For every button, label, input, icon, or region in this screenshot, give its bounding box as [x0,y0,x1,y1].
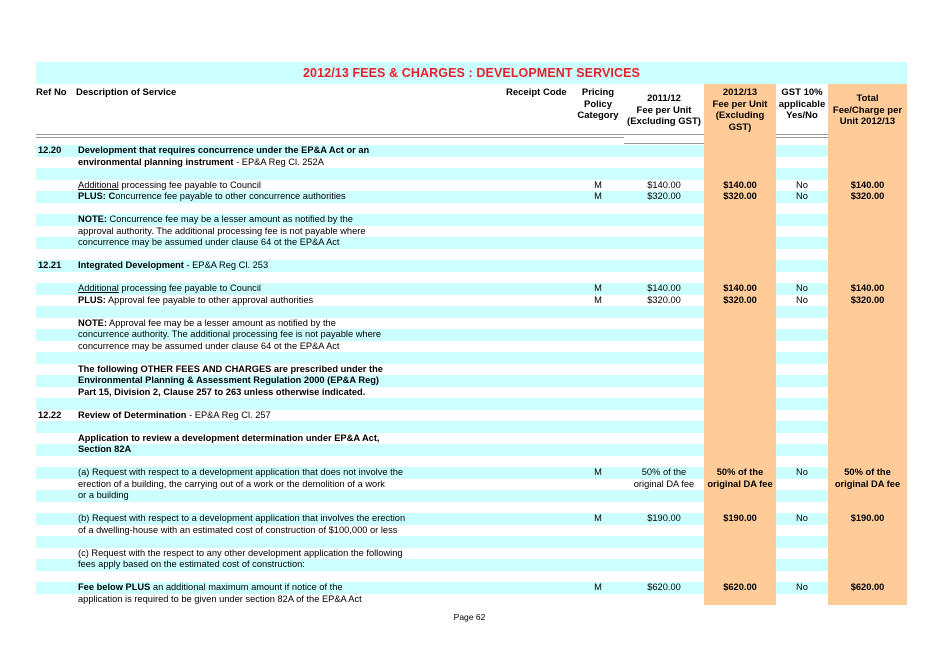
table-row [0,283,939,295]
table-row [0,295,939,307]
cell-desc [78,145,506,157]
header-receipt-code: Receipt Code [506,84,572,138]
table-row [0,168,939,180]
table-row [0,571,939,583]
cell-desc [78,214,506,226]
cell-desc [78,260,506,272]
description-text: (a) Request with respect to a development application that does not involve the [78,467,404,477]
cell-fee11: original DA fee [633,478,695,489]
cell-desc [78,594,506,606]
description-text: - EP&A Reg Cl. 257 [186,409,271,420]
description-text: environmental planning instrument [78,156,234,167]
cell-total: $620.00 [850,582,885,592]
header-total: Total Fee/Charge per Unit 2012/13 [828,84,907,144]
description-text: or a building [78,490,129,500]
cell-desc [78,582,506,594]
header-fee-2011: 2011/12 Fee per Unit (Excluding GST) [624,84,704,144]
description-text: of a dwelling-house with an estimated cost of construction of $100,000 or less [78,524,398,535]
cell-ref: 12.22 [38,409,62,420]
header-ref-no: Ref No [36,84,76,138]
cell-desc [78,237,506,249]
cell-desc [78,364,506,376]
page-title: 2012/13 FEES & CHARGES : DEVELOPMENT SERVICES [36,62,907,84]
cell-desc [78,433,506,445]
table-row [0,191,939,203]
table-row [0,272,939,284]
cell-fee12: 50% of the [716,467,764,477]
cell-ppc: M [594,467,602,477]
table-row [0,364,939,376]
cell-desc [78,226,506,238]
description-text: an additional maximum amount if notice of the [150,582,343,592]
description-text: concurrence authority. The additional processing fee is not payable where [78,329,382,339]
cell-gst: No [796,513,808,523]
cell-desc [78,444,506,456]
description-text: Part 15, Division 2, Clause 257 to 263 unless otherwise indicated. [78,386,366,397]
description-text: (b) Request with respect to a development application that involves the erection [78,513,406,523]
cell-total: 50% of the [844,467,891,477]
description-text: - EP&A Reg Cl. 252A [233,156,324,167]
header-fee-2012: 2012/13 Fee per Unit (Excluding GST) [704,84,776,138]
cell-desc [78,329,506,341]
cell-desc [78,283,506,295]
table-row [0,421,939,433]
table-row [0,536,939,548]
cell-desc [78,525,506,537]
description-text: application is required to be given under section 82A of the EP&A Act [78,593,362,604]
table-row [0,329,939,341]
cell-ref: 12.21 [38,260,62,270]
cell-ppc: M [594,294,602,305]
cell-ppc: M [594,513,602,523]
cell-ppc: M [594,191,602,201]
description-text: Development that requires concurrence under the EP&A Act or an [78,145,370,155]
table-row [0,559,939,571]
table-row [0,479,939,491]
description-text: Additional [78,283,119,293]
table-row [0,260,939,272]
cell-desc [78,479,506,491]
cell-fee12: $190.00 [723,513,757,523]
cell-fee11: $320.00 [647,191,681,201]
description-text: (c) Request with the respect to any other development application the following [78,547,403,558]
cell-fee11: $140.00 [647,283,681,293]
table-row [0,467,939,479]
cell-gst: No [796,283,808,293]
table-row [0,226,939,238]
description-text: - EP&A Reg Cl. 253 [183,260,269,270]
table-row [0,444,939,456]
cell-ref: 12.20 [38,145,62,155]
cell-desc [78,513,506,525]
cell-total: $320.00 [850,294,885,305]
table-row [0,318,939,330]
table-row [0,306,939,318]
table-row [0,433,939,445]
description-text: Approval fee payable to other approval authorities [105,294,314,305]
table-row [0,214,939,226]
table-row [0,502,939,514]
cell-desc [78,157,506,169]
description-text: Integrated Development [78,260,184,270]
cell-desc [78,341,506,353]
cell-desc [78,410,506,422]
description-text: approval authority. The additional processing fee is not payable where [78,225,366,236]
description-text: Environmental Planning & Assessment Regulation 2000 (EP&A Reg) [78,375,380,385]
description-text: Additional [78,179,119,190]
cell-desc [78,467,506,479]
description-text: erection of a building, the carrying out of a work or the demolition of a work [78,478,385,489]
description-text: fees apply based on the estimated cost of construction: [78,559,305,569]
cell-gst: No [796,294,808,305]
description-text: Section 82A [78,444,132,454]
table-row [0,513,939,525]
cell-desc [78,559,506,571]
cell-gst: No [796,179,808,190]
cell-desc [78,180,506,192]
cell-desc [78,548,506,560]
header-pricing-policy: Pricing Policy Category [572,84,624,138]
cell-fee12: $140.00 [723,283,757,293]
description-text: PLUS: C [78,191,116,201]
header-gst: GST 10% applicable Yes/No [776,84,828,138]
cell-ppc: M [594,283,602,293]
cell-fee11: 50% of the [641,467,687,477]
cell-fee12: $320.00 [723,294,757,305]
table-row [0,456,939,468]
cell-total: $140.00 [850,179,885,190]
description-text: The following OTHER FEES AND CHARGES are prescribed under the [78,363,383,374]
table-row [0,594,939,606]
cell-desc [78,295,506,307]
cell-fee11: $140.00 [647,179,681,190]
table-row [0,525,939,537]
table-row [0,145,939,157]
table-row [0,341,939,353]
description-text: oncurrence fee payable to other concurrence authorities [115,191,346,201]
cell-desc [78,387,506,399]
cell-total: $140.00 [850,283,885,293]
description-text: NOTE: [78,317,107,328]
cell-total: original DA fee [834,478,901,489]
cell-fee12: original DA fee [707,478,773,489]
table-row [0,490,939,502]
description-text: Approval fee may be a lesser amount as notified by the [106,317,336,328]
table-row [0,157,939,169]
cell-fee11: $620.00 [647,582,681,592]
description-text: Fee below PLUS [78,582,151,592]
cell-fee12: $620.00 [723,582,757,592]
cell-gst: No [796,191,808,201]
description-text: concurrence may be assumed under clause 64 ot the EP&A Act [78,237,340,247]
table-row [0,203,939,215]
table-row [0,375,939,387]
cell-total: $320.00 [850,191,885,201]
table-row [0,352,939,364]
cell-fee12: $320.00 [723,191,757,201]
table-row [0,398,939,410]
description-text: Application to review a development determination under EP&A Act, [78,432,380,443]
cell-gst: No [796,467,808,477]
description-text: NOTE: [78,214,107,224]
description-text: processing fee payable to Council [118,283,261,293]
cell-desc [78,490,506,502]
description-text: processing fee payable to Council [118,179,261,190]
header-description: Description of Service [76,84,506,138]
cell-desc [78,318,506,330]
cell-ppc: M [594,179,602,190]
table-row [0,180,939,192]
cell-desc [78,191,506,203]
cell-fee12: $140.00 [723,179,757,190]
cell-total: $190.00 [850,513,885,523]
cell-desc [78,375,506,387]
description-text: Review of Determination [78,409,187,420]
cell-ppc: M [594,582,602,592]
table-row [0,548,939,560]
table-row [0,387,939,399]
table-row [0,249,939,261]
description-text: concurrence may be assumed under clause 64 ot the EP&A Act [78,340,340,351]
cell-fee11: $190.00 [647,513,681,523]
table-row [0,582,939,594]
cell-fee11: $320.00 [647,294,681,305]
description-text: Concurrence fee may be a lesser amount as notified by the [106,214,353,224]
page-number: Page 62 [453,612,486,622]
cell-gst: No [796,582,808,592]
table-row [0,410,939,422]
table-row [0,237,939,249]
description-text: PLUS: [78,294,106,305]
